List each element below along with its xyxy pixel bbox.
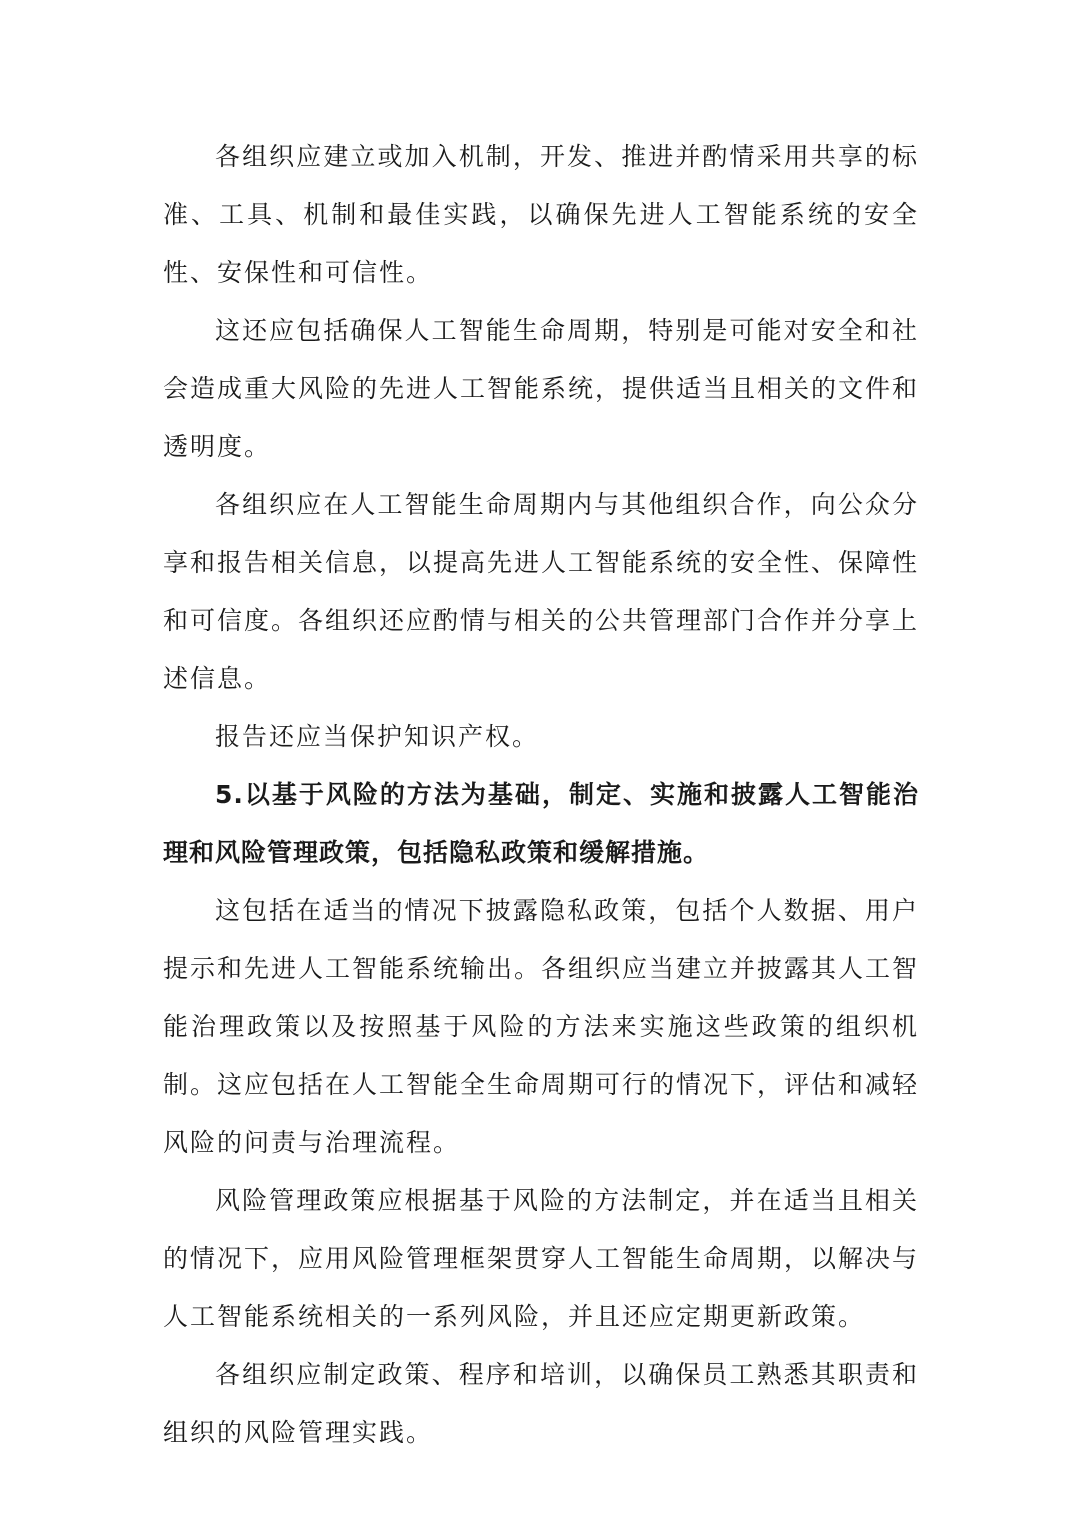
paragraph-shared-standards: 各组织应建立或加入机制，开发、推进并酌情采用共享的标准、工具、机制和最佳实践，以确保先进人工智能系统的安全性、安保性和可信性。 bbox=[163, 142, 919, 287]
document-page bbox=[163, 128, 919, 1462]
paragraph-risk-management-policy: 风险管理政策应根据基于风险的方法制定，并在适当且相关的情况下，应用风险管理框架贯穿人工智能生命周期，以解决与人工智能系统相关的一系列风险，并且还应定期更新政策。 bbox=[163, 1186, 920, 1331]
paragraph-documentation-transparency: 这还应包括确保人工智能生命周期，特别是可能对安全和社会造成重大风险的先进人工智能系统，提供适当且相关的文件和透明度。 bbox=[163, 316, 920, 461]
paragraph-information-sharing: 各组织应在人工智能生命周期内与其他组织合作，向公众分享和报告相关信息，以提高先进人工智能系统的安全性、保障性和可信度。各组织还应酌情与相关的公共管理部门合作并分享上述信息。 bbox=[163, 490, 920, 693]
paragraph-privacy-policy: 这包括在适当的情况下披露隐私政策，包括个人数据、用户提示和先进人工智能系统输出。各组织应当建立并披露其人工智能治理政策以及按照基于风险的方法来实施这些政策的组织机制。这应包括在人工智能全生命周期可行的情况下，评估和减轻风险的问责与治理流程。 bbox=[163, 896, 920, 1157]
paragraph-intellectual-property: 报告还应当保护知识产权。 bbox=[215, 722, 540, 751]
paragraph-staff-training: 各组织应制定政策、程序和培训，以确保员工熟悉其职责和组织的风险管理实践。 bbox=[163, 1360, 919, 1447]
section-heading-5: 5.以基于风险的方法为基础，制定、实施和披露人工智能治理和风险管理政策，包括隐私政策和缓解措施。 bbox=[163, 780, 919, 867]
